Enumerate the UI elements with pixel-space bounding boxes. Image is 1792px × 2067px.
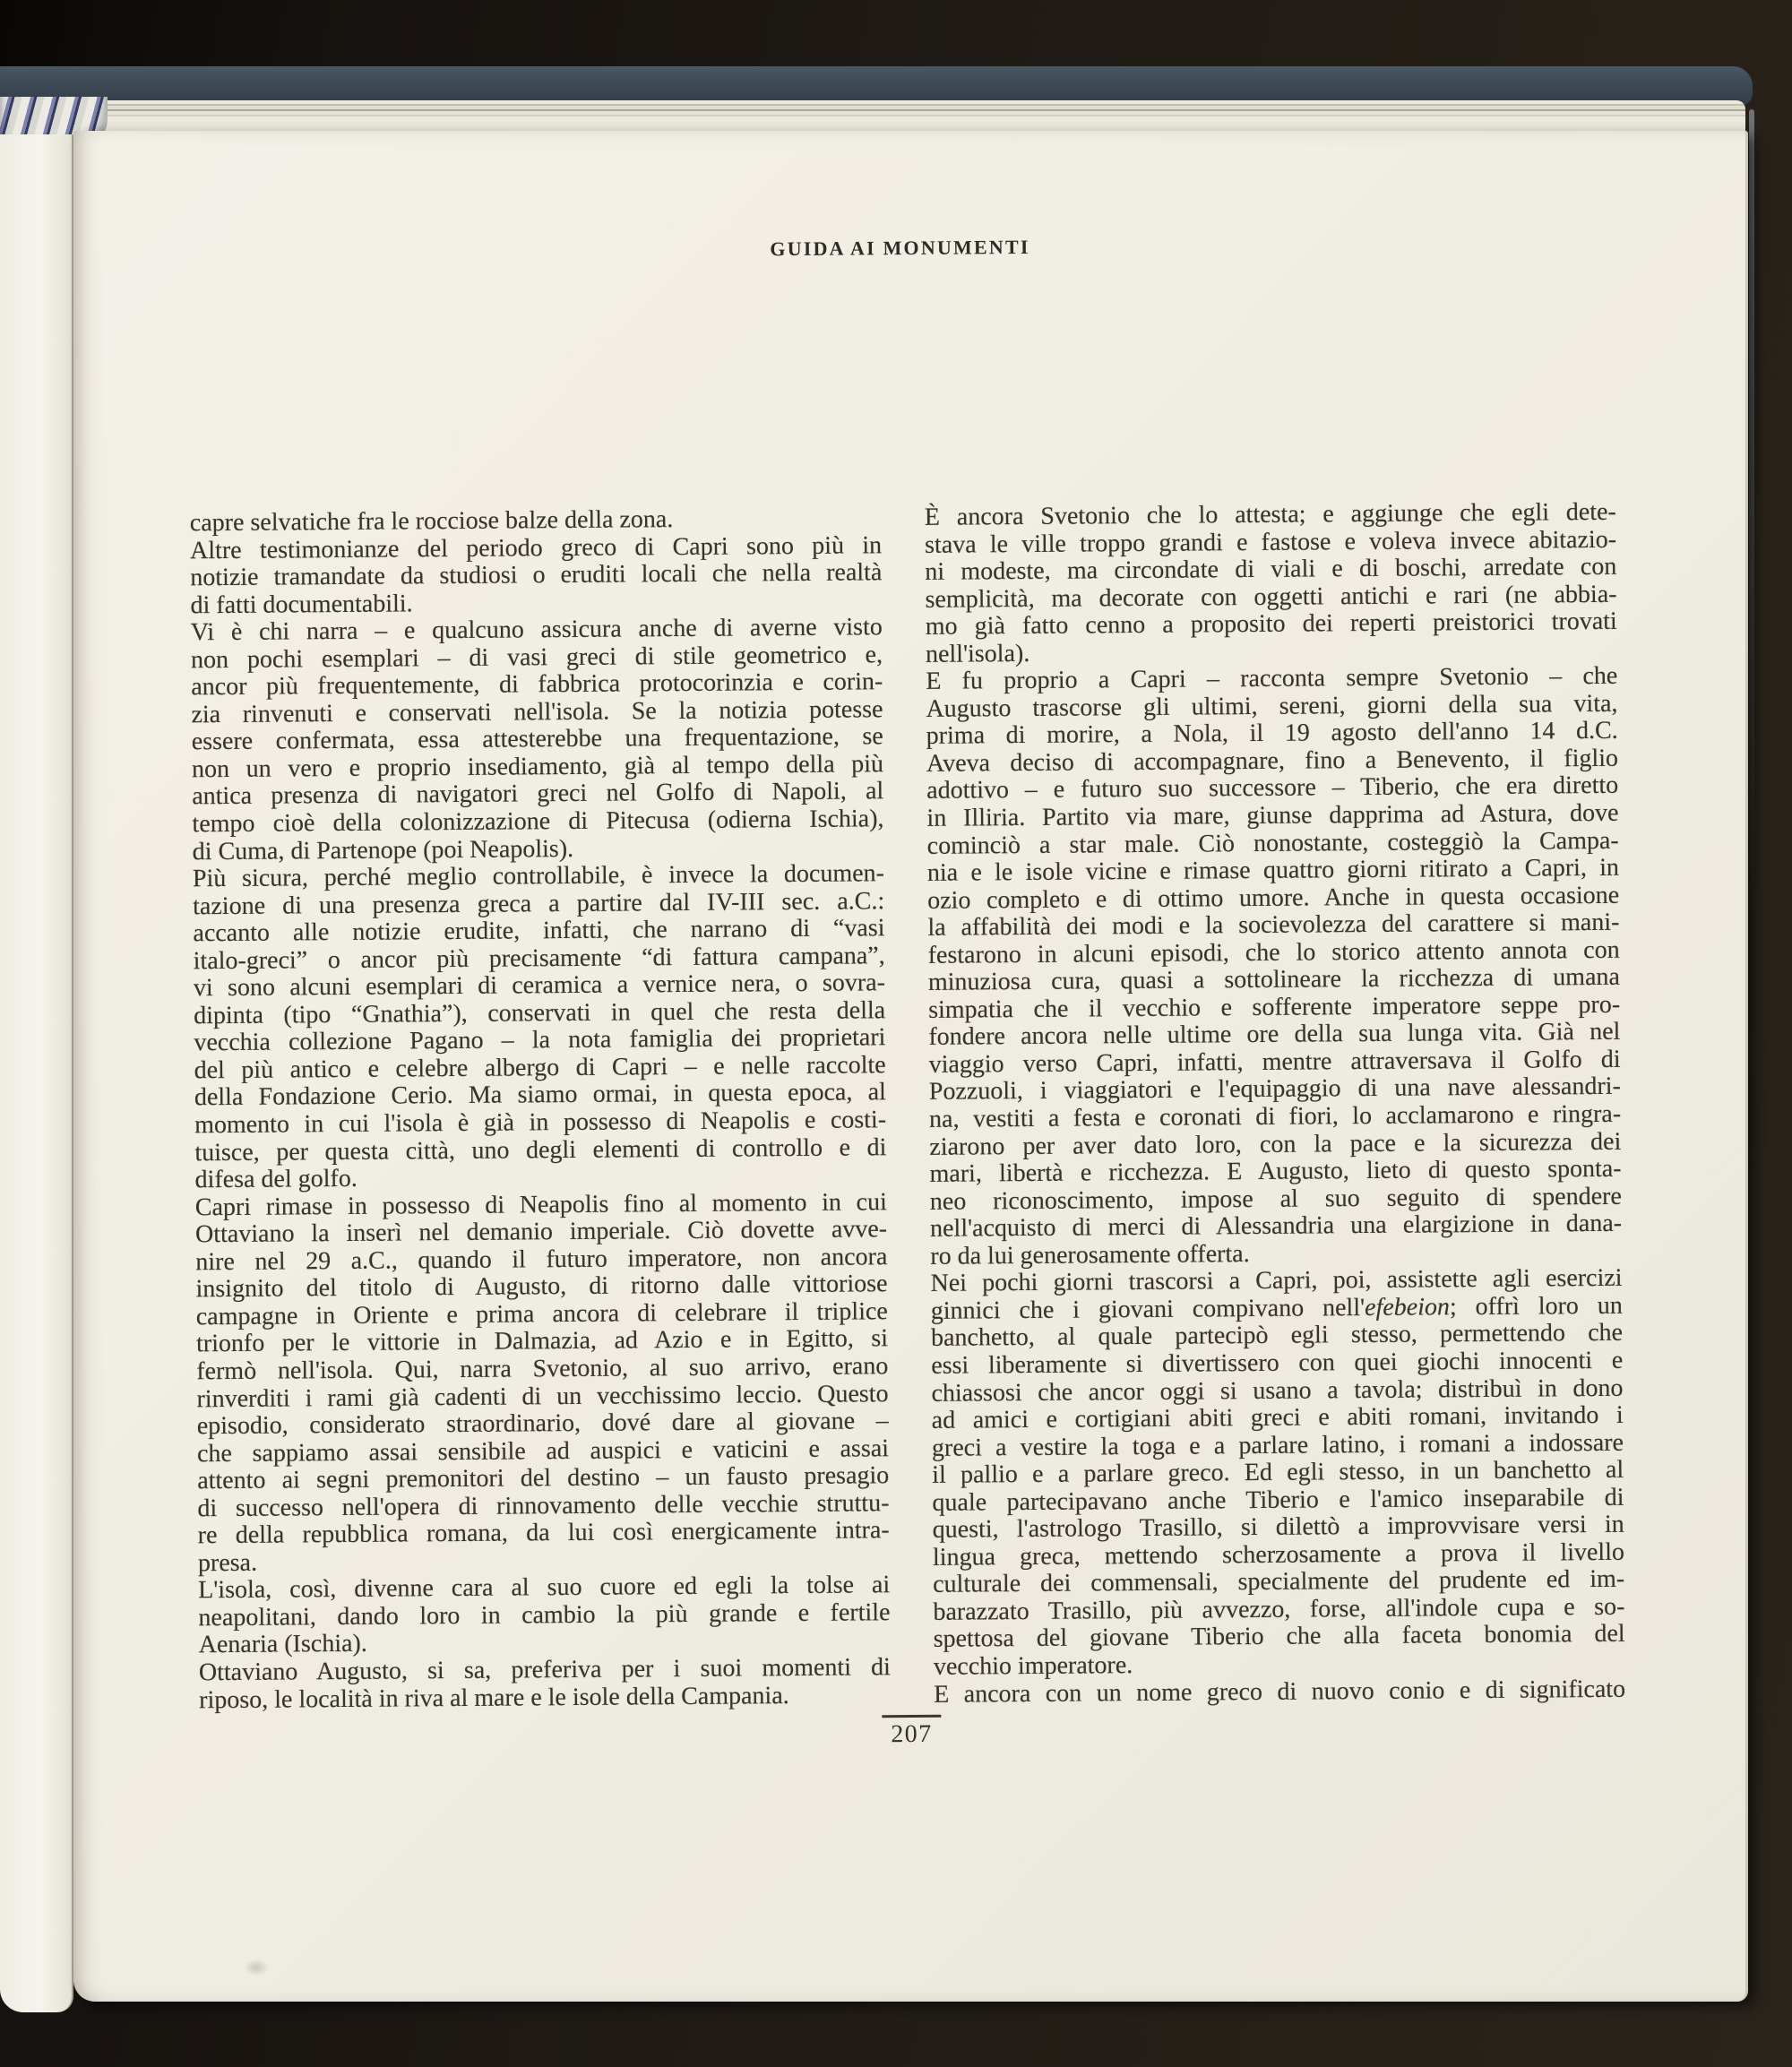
text-line: na, vestiti a festa e coronati di fiori, lo acclamarono e ringra- <box>928 1099 1622 1133</box>
text-line: rinverditi i rami già cadenti di un vecchissimo leccio. Questo <box>196 1379 889 1413</box>
text-line: quale partecipavano anche Tiberio e l'amico inseparabile di <box>932 1483 1624 1517</box>
text-line: di fatti documentabili. <box>190 589 413 619</box>
text-line: nia e le isole vicine e rimase quattro giorni ritirato a Capri, in <box>926 853 1620 887</box>
text-line: campagne in Oriente e prima ancora di celebrare il triplice <box>195 1297 888 1331</box>
text-line: momento in cui l'isola è già in possesso di Neapolis e costi- <box>194 1106 887 1140</box>
text-line: prima di morire, a Nola, il 19 agosto dell'anno 14 d.C. <box>926 717 1618 751</box>
text-line: difesa del golfo. <box>194 1164 358 1194</box>
text-line: insignito del titolo di Augusto, di ritorno dalle vittoriose <box>195 1270 888 1304</box>
text-line: vi sono alcuni esemplari di ceramica a vernice nera, o sovra- <box>193 969 886 1003</box>
text-line: banchetto, al quale partecipò egli stesso, permettendo che <box>930 1319 1624 1353</box>
text-line: Vi è chi narra – e qualcuno assicura anche di averne visto <box>190 613 883 647</box>
book-page <box>73 131 1748 2002</box>
text-column-right <box>925 499 1626 1709</box>
text-line: Più sicura, perché meglio controllabile, è invece la documen- <box>192 859 885 893</box>
text-line: Ottaviano Augusto, si sa, preferiva per i suoi momenti di <box>198 1653 892 1687</box>
text-line: zia rinvenuti e conservati nell'isola. Se la notizia potesse <box>191 695 883 729</box>
text-line: chiassosi che ancor oggi si usano a tavola; distribuì in dono <box>931 1374 1624 1408</box>
text-line: Aenaria (Ischia). <box>198 1630 367 1659</box>
text-line: ad amici e cortigiani abiti greci e abiti romani, invitando i <box>931 1400 1624 1434</box>
text-line: E fu proprio a Capri – racconta sempre Svetonio – che <box>926 662 1618 696</box>
text-line: antica presenza di navigatori greci nel Golfo di Napoli, al <box>192 777 884 811</box>
text-line: ozio completo e di ottimo umore. Anche in questa occasione <box>927 881 1620 915</box>
text-line: nell'isola). <box>925 639 1030 668</box>
text-line: in Illiria. Partito via mare, giunse dapprima ad Astura, dove <box>926 798 1619 832</box>
text-line: nire nel 29 a.C., quando il futuro imperatore, non ancora <box>195 1242 888 1277</box>
text-line: stava le ville troppo grandi e fastose e voleva invece abitazio- <box>924 525 1617 559</box>
text-column-left <box>190 504 892 1714</box>
text-line: mo già fatto cenno a proposito dei reperti preistorici trovati <box>925 607 1617 642</box>
text-line: della Fondazione Cerio. Ma siamo ormai, in questa epoca, al <box>194 1078 886 1112</box>
text-line: essi liberamente si divertissero con quei giochi innocenti e <box>931 1346 1624 1380</box>
page-number-value: 207 <box>882 1715 942 1750</box>
text-line: neo riconoscimento, impose al suo seguito di spendere <box>929 1182 1622 1216</box>
printed-area <box>67 125 1753 2009</box>
text-line: non un vero e proprio insediamento, già al tempo della più <box>191 750 884 784</box>
text-line: minuziosa cura, quasi a sottolineare la ricchezza di umana <box>927 963 1621 997</box>
text-line: festarono in alcuni episodi, che lo storico attento annota con <box>927 935 1620 969</box>
text-line: la affabilità dei modi e la socievolezza del carattere si mani- <box>927 908 1620 943</box>
text-line: il pallio e a parlare greco. Ed egli stesso, in un banchetto al <box>932 1455 1624 1489</box>
text-line: ginnici che i giovani compivano nell'efebeion; offrì loro un <box>930 1291 1623 1325</box>
text-line: semplicità, ma decorate con oggetti antichi e rari (ne abbia- <box>925 580 1617 614</box>
text-line: non pochi esemplari – di vasi greci di stile geometrico e, <box>190 640 883 675</box>
text-line: nell'acquisto di merci di Alessandria una elargizione in dana- <box>929 1209 1623 1244</box>
text-line: riposo, le località in riva al mare e le isole della Campania. <box>199 1681 789 1714</box>
text-line: ni modeste, ma circondate di viali e di boschi, arredate con <box>925 552 1617 586</box>
text-line: cominciò a star male. Ciò nonostante, costeggiò la Campa- <box>926 826 1619 860</box>
text-line: greci a vestire la toga e a parlare latino, i romani a indossare <box>931 1428 1624 1462</box>
text-line: ancor più frequentemente, di fabbrica protocorinzia e corin- <box>191 667 883 702</box>
text-line: mari, libertà e ricchezza. E Augusto, lieto di questo sponta- <box>929 1154 1622 1188</box>
running-header: GUIDA AI MONUMENTI <box>770 235 1030 261</box>
text-columns <box>190 499 1626 1715</box>
text-line: vecchio imperatore. <box>933 1651 1133 1681</box>
text-line: Aveva deciso di accompagnare, fino a Benevento, il figlio <box>926 744 1619 778</box>
text-line: essere confermata, essa attesterebbe una frequentazione, se <box>191 722 883 756</box>
cover-edge-highlight <box>1749 109 1754 916</box>
text-line: re della repubblica romana, da lui così energicamente intra- <box>197 1516 890 1550</box>
text-line: viaggio verso Capri, infatti, mentre attraversava il Golfo di <box>928 1045 1621 1079</box>
text-line: tazione di una presenza greca a partire dal IV-III sec. a.C.: <box>193 886 885 920</box>
text-line: ro da lui generosamente offerta. <box>930 1239 1250 1270</box>
text-line: ziarono per aver dato loro, con la pace e la sicurezza dei <box>929 1127 1622 1161</box>
text-line: dipinta (tipo “Gnathia”), conservati in quel che resta della <box>194 996 886 1030</box>
text-line: del più antico e celebre albergo di Capri – e nelle raccolte <box>194 1051 886 1085</box>
text-line: vecchia collezione Pagano – la nota famiglia dei proprietari <box>194 1023 886 1057</box>
text-line: E ancora con un nome greco di nuovo conio e di significato <box>934 1675 1626 1709</box>
text-line: L'isola, così, divenne cara al suo cuore ed egli la tolse ai <box>198 1571 891 1605</box>
text-line: Nei pochi giorni trascorsi a Capri, poi, assistette agli esercizi <box>930 1264 1623 1298</box>
text-line: notizie tramandate da studiosi o eruditi locali che nella realtà <box>190 558 883 592</box>
text-line: adottivo – e futuro suo successore – Tiberio, che era diretto <box>926 771 1619 805</box>
text-line: che sappiamo assai sensibile ad auspici e vaticini e assai <box>196 1434 890 1468</box>
text-line: Altre testimonianze del periodo greco di Capri sono più in <box>189 530 883 564</box>
text-line: Augusto trascorse gli ultimi, sereni, giorni della sua vita, <box>926 689 1618 723</box>
text-line: simpatia che il vecchio e sofferente imperatore seppe pro- <box>928 990 1621 1024</box>
text-line: italo-greci” o ancor più precisamente “di fattura campana”, <box>193 941 885 976</box>
text-line: lingua greca, mettendo scherzosamente a prova il livello <box>932 1537 1625 1572</box>
text-line: di Cuma, di Partenope (poi Neapolis). <box>192 834 574 866</box>
text-line: barazzato Trasillo, più avvezzo, forse, all'indole cupa e so- <box>933 1592 1625 1626</box>
text-line: fondere ancora nelle ultime ore della sua lunga vita. Già nel <box>928 1018 1621 1052</box>
text-line: Capri rimase in possesso di Neapolis fino al momento in cui <box>194 1187 887 1221</box>
text-line: tuisce, per questa città, uno degli elementi di controllo e di <box>194 1133 887 1167</box>
text-line: capre selvatiche fra le rocciose balze della zona. <box>189 505 674 538</box>
text-line: presa. <box>197 1548 258 1578</box>
text-line: accanto alle notizie erudite, infatti, che narrano di “vasi <box>193 914 885 948</box>
text-line: fermò nell'isola. Qui, narra Svetonio, al suo arrivo, erano <box>196 1352 889 1386</box>
text-line: neapolitani, dando loro in cambio la più grande e fertile <box>198 1598 891 1632</box>
text-line: È ancora Svetonio che lo attesta; e aggiunge che egli dete- <box>924 497 1616 531</box>
text-line: attento ai segni premonitori del destino – un fausto presagio <box>197 1461 890 1495</box>
text-line: trionfo per le vittorie in Dalmazia, ad Azio e in Egitto, si <box>195 1324 889 1358</box>
text-line: episodio, considerato straordinario, dové dare al giovane – <box>196 1407 889 1441</box>
text-line: Pozzuoli, i viaggiatori e l'equipaggio di una nave alessandri- <box>928 1072 1621 1107</box>
text-line: tempo cioè della colonizzazione di Pitecusa (odierna Ischia), <box>192 805 884 839</box>
text-line: spettosa del giovane Tiberio che alla faceta bonomia del <box>933 1620 1625 1654</box>
text-line: di successo nell'opera di rinnovamento delle vecchie struttu- <box>197 1488 890 1522</box>
text-line: questi, l'astrologo Trasillo, si dilettò a improvvisare versi in <box>932 1510 1624 1545</box>
facing-page-edge <box>0 134 73 2012</box>
page-number <box>199 1710 1624 1754</box>
text-line: Ottaviano la inserì nel demanio imperiale. Ciò dovette avve- <box>194 1215 888 1249</box>
text-line: culturale dei commensali, specialmente del prudente ed im- <box>933 1565 1625 1599</box>
